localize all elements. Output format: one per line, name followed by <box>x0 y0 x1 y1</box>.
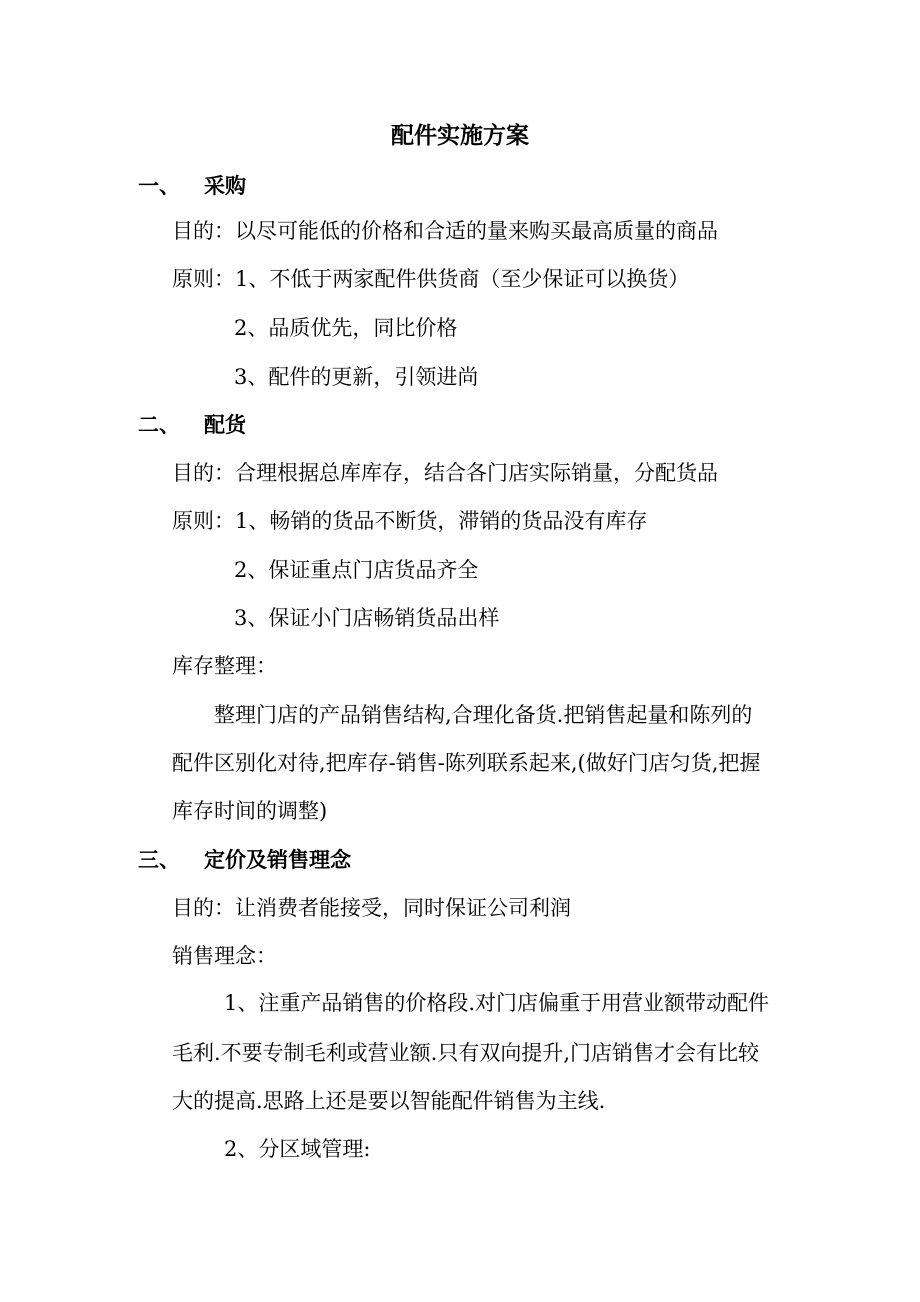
section-heading-text: 采购 <box>204 173 246 198</box>
section-heading-pricing <box>138 845 351 875</box>
sales-concept-line-3: 大的提高.思路上还是要以智能配件销售为主线. <box>172 1089 606 1113</box>
inventory-text-line-1: 整理门店的产品销售结构,合理化备货.把销售起量和陈列的 <box>214 703 753 727</box>
distribution-principle-3: 3、保证小门店畅销货品出样 <box>234 606 500 630</box>
distribution-principle-2: 2、保证重点门店货品齐全 <box>234 558 479 582</box>
sales-concept-label: 销售理念： <box>172 944 277 968</box>
purchasing-principle-2: 2、品质优先，同比价格 <box>234 316 458 340</box>
distribution-principle-1: 原则：1、畅销的货品不断货，滞销的货品没有库存 <box>172 509 648 533</box>
section-heading-distribution <box>138 410 246 440</box>
pricing-purpose: 目的：让消费者能接受，同时保证公司利润 <box>172 896 571 920</box>
inventory-text-line-2: 配件区别化对待,把库存-销售-陈列联系起来,(做好门店匀货,把握 <box>172 751 761 775</box>
inventory-text-line-3: 库存时间的调整) <box>172 799 328 823</box>
section-heading-text: 配货 <box>204 412 246 437</box>
purchasing-principle-3: 3、配件的更新，引领进尚 <box>234 365 479 389</box>
purchasing-purpose: 目的：以尽可能低的价格和合适的量来购买最高质量的商品 <box>172 219 718 243</box>
inventory-label: 库存整理： <box>172 654 277 678</box>
purchasing-principle-1: 原则：1、不低于两家配件供货商（至少保证可以换货） <box>172 267 690 291</box>
section-heading-text: 定价及销售理念 <box>204 847 351 872</box>
section-number: 三、 <box>138 847 180 872</box>
sales-concept-line-1: 1、注重产品销售的价格段.对门店偏重于用营业额带动配件 <box>224 991 770 1015</box>
sales-concept-line-2: 毛利.不要专制毛利或营业额.只有双向提升,门店销售才会有比较 <box>172 1041 760 1065</box>
section-heading-purchasing <box>138 171 246 201</box>
section-number: 一、 <box>138 173 180 198</box>
section-number: 二、 <box>138 412 180 437</box>
zone-management: 2、分区域管理: <box>224 1137 371 1161</box>
distribution-purpose: 目的：合理根据总库库存，结合各门店实际销量，分配货品 <box>172 461 718 485</box>
document-title: 配件实施方案 <box>391 122 529 149</box>
